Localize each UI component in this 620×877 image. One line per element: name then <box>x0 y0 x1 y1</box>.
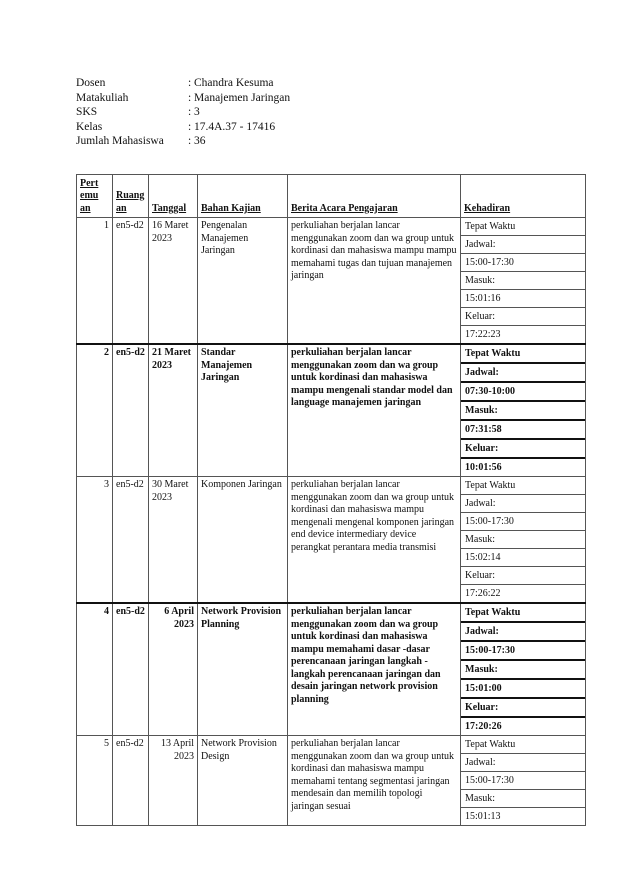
table-row <box>77 736 586 826</box>
cell-kehadiran <box>461 344 586 477</box>
info-separator: : <box>188 135 192 147</box>
table-row <box>77 603 586 736</box>
info-label: Kelas <box>76 120 103 133</box>
kehadiran-jadwal-value: 15:00-17:30 <box>461 772 585 790</box>
header-kehadiran: Kehadiran <box>461 175 586 218</box>
kehadiran-masuk-value: 15:01:16 <box>461 290 585 308</box>
info-row-kelas <box>76 120 290 135</box>
cell-pertemuan: 1 <box>77 218 113 345</box>
cell-tanggal: 30 Maret 2023 <box>149 477 198 604</box>
cell-tanggal: 13 April 2023 <box>149 736 198 826</box>
cell-ruangan: en5-d2 <box>113 218 149 345</box>
kehadiran-jadwal-label: Jadwal: <box>461 364 585 383</box>
info-row-matakuliah <box>76 91 290 106</box>
table-row <box>77 477 586 604</box>
kehadiran-jadwal-label: Jadwal: <box>461 754 585 772</box>
info-value: 17.4A.37 - 17416 <box>194 120 276 133</box>
info-separator: : <box>188 91 192 104</box>
kehadiran-keluar-value: 17:22:23 <box>465 329 501 340</box>
kehadiran-jadwal-label: Jadwal: <box>461 623 585 642</box>
header-tanggal: Tanggal <box>149 175 198 218</box>
cell-tanggal: 21 Maret 2023 <box>149 344 198 477</box>
info-label: SKS <box>76 106 98 118</box>
kehadiran-masuk-label: Masuk: <box>461 661 585 680</box>
cell-pertemuan: 5 <box>77 736 113 826</box>
kehadiran-keluar-value: 17:26:22 <box>465 588 501 599</box>
kehadiran-status: Tepat Waktu <box>461 345 585 364</box>
cell-tanggal: 16 Maret 2023 <box>149 218 198 345</box>
kehadiran-keluar-label: Keluar: <box>461 308 585 326</box>
kehadiran-jadwal-label: Jadwal: <box>461 236 585 254</box>
kehadiran-masuk-label: Masuk: <box>461 402 585 421</box>
info-label: Matakuliah <box>76 91 129 104</box>
kehadiran-keluar-label: Keluar: <box>461 440 585 459</box>
kehadiran-jadwal-label: Jadwal: <box>461 495 585 513</box>
schedule-table <box>76 174 586 826</box>
kehadiran-masuk-value: 15:01:13 <box>465 811 501 822</box>
cell-pertemuan: 4 <box>77 603 113 736</box>
cell-kehadiran <box>461 477 586 604</box>
kehadiran-status: Tepat Waktu <box>461 736 585 754</box>
kehadiran-keluar-value: 17:20:26 <box>465 721 502 732</box>
info-row-dosen <box>76 76 290 91</box>
kehadiran-status: Tepat Waktu <box>461 218 585 236</box>
cell-ruangan: en5-d2 <box>113 477 149 604</box>
kehadiran-jadwal-value: 15:00-17:30 <box>461 642 585 661</box>
info-separator: : <box>188 120 192 133</box>
kehadiran-keluar-label: Keluar: <box>461 699 585 718</box>
cell-bahan-kajian: Network Provision Planning <box>198 603 288 736</box>
cell-berita-acara: perkuliahan berjalan lancar menggunakan zoom dan wa group untuk kordinasi dan mahasiswa mampu memahami tentang segmentasi jaringan mendesain dan memilih topologi jaringan sesuai <box>288 736 461 826</box>
kehadiran-status: Tepat Waktu <box>461 477 585 495</box>
cell-ruangan: en5-d2 <box>113 603 149 736</box>
info-label: Jumlah Mahasiswa <box>76 135 164 147</box>
info-label: Dosen <box>76 77 106 89</box>
info-value: Manajemen Jaringan <box>194 91 291 104</box>
kehadiran-status: Tepat Waktu <box>461 604 585 623</box>
cell-berita-acara: perkuliahan berjalan lancar menggunakan zoom dan wa group untuk kordinasi dan mahasiswa mampu memahami dasar -dasar perencanaan jaringan langkah - langkah perencanaan jaringan dan desain jaringan network provision planning <box>288 603 461 736</box>
table-row <box>77 218 586 345</box>
cell-berita-acara: perkuliahan berjalan lancar menggunakan zoom dan wa group untuk kordinasi dan mahasiswa mampu mengenali mengenal komponen jaringan end device intermediary device perangkat perantara media transmisi <box>288 477 461 604</box>
table-header-row <box>77 175 586 218</box>
cell-tanggal: 6 April 2023 <box>149 603 198 736</box>
course-info <box>76 76 290 149</box>
cell-bahan-kajian: Standar Manajemen Jaringan <box>198 344 288 477</box>
info-value: 3 <box>194 106 200 118</box>
info-value: 36 <box>194 135 206 147</box>
header-bahan-kajian: Bahan Kajian <box>198 175 288 218</box>
cell-berita-acara: perkuliahan berjalan lancar menggunakan zoom dan wa group untuk kordinasi dan mahasiswa mampu mampu memahami tugas dan tujuan manajemen jaringan <box>288 218 461 345</box>
cell-kehadiran <box>461 218 586 345</box>
cell-bahan-kajian: Network Provision Design <box>198 736 288 826</box>
kehadiran-masuk-value: 15:01:00 <box>461 680 585 699</box>
kehadiran-masuk-value: 15:02:14 <box>461 549 585 567</box>
kehadiran-jadwal-value: 07:30-10:00 <box>461 383 585 402</box>
kehadiran-jadwal-value: 15:00-17:30 <box>461 513 585 531</box>
header-ruangan: Ruang an <box>113 175 149 218</box>
cell-kehadiran <box>461 603 586 736</box>
info-value: Chandra Kesuma <box>194 77 274 89</box>
cell-berita-acara: perkuliahan berjalan lancar menggunakan zoom dan wa group untuk kordinasi dan mahasiswa mampu mengenali standar model dan language manajemen jaringan <box>288 344 461 477</box>
cell-bahan-kajian: Pengenalan Manajemen Jaringan <box>198 218 288 345</box>
kehadiran-keluar-label: Keluar: <box>461 567 585 585</box>
kehadiran-masuk-value: 07:31:58 <box>461 421 585 440</box>
info-row-sks <box>76 105 290 120</box>
kehadiran-masuk-label: Masuk: <box>461 272 585 290</box>
cell-ruangan: en5-d2 <box>113 736 149 826</box>
header-pertemuan: Pert emu an <box>77 175 113 218</box>
kehadiran-keluar-value: 10:01:56 <box>465 462 502 473</box>
cell-pertemuan: 3 <box>77 477 113 604</box>
cell-pertemuan: 2 <box>77 344 113 477</box>
kehadiran-masuk-label: Masuk: <box>461 531 585 549</box>
cell-kehadiran <box>461 736 586 826</box>
info-separator: : <box>188 106 192 118</box>
kehadiran-jadwal-value: 15:00-17:30 <box>461 254 585 272</box>
info-row-jumlah-mahasiswa <box>76 134 290 149</box>
kehadiran-masuk-label: Masuk: <box>461 790 585 808</box>
table-row <box>77 344 586 477</box>
header-berita-acara: Berita Acara Pengajaran <box>288 175 461 218</box>
cell-ruangan: en5-d2 <box>113 344 149 477</box>
cell-bahan-kajian: Komponen Jaringan <box>198 477 288 604</box>
info-separator: : <box>188 77 192 89</box>
